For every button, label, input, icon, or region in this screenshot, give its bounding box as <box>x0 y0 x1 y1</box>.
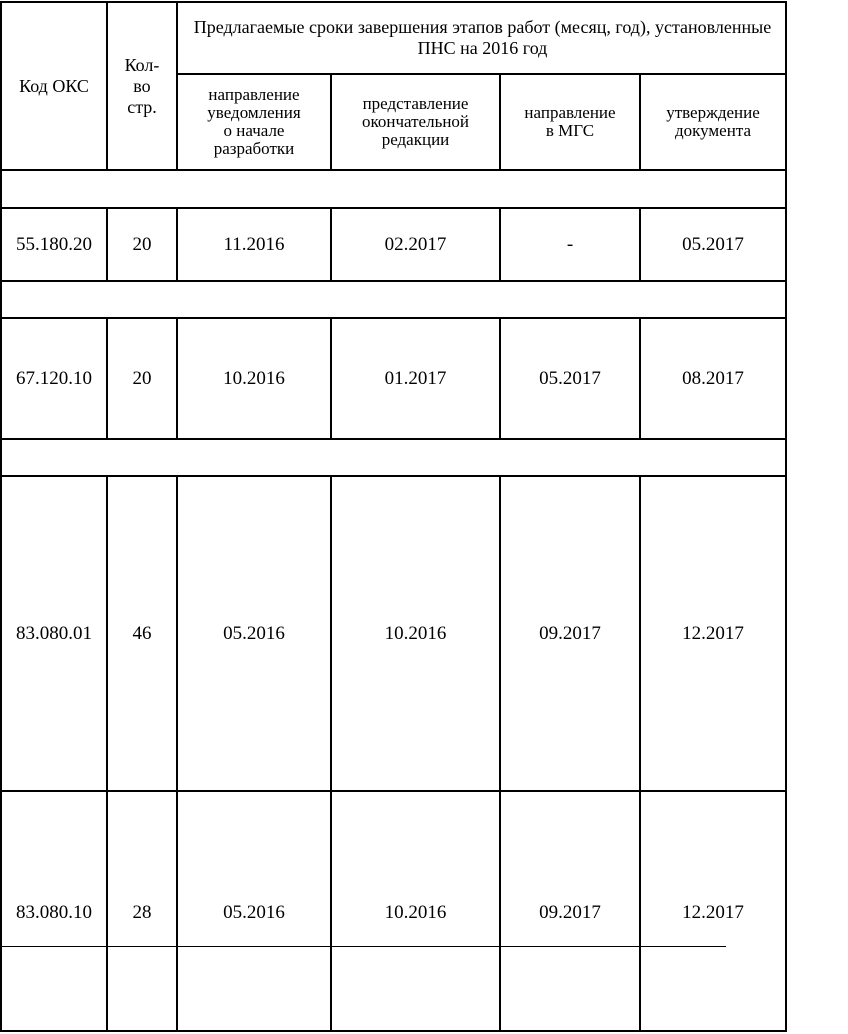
separator-line <box>0 280 787 282</box>
cell-final-date: 10.2016 <box>384 623 447 644</box>
header-stage-approval: утверждение документа <box>666 103 760 140</box>
cell-mgs-date: 09.2017 <box>539 901 601 923</box>
header-pages-label: Кол- во стр. <box>124 54 160 117</box>
header-stage-mgs: направление в МГС <box>524 103 616 140</box>
cell-mgs-date: 09.2017 <box>539 623 601 644</box>
cell-approval-date: 08.2017 <box>682 368 744 389</box>
cell-final-date: 02.2017 <box>384 234 447 255</box>
cell-notice-date: 10.2016 <box>223 368 285 389</box>
cell-mgs-date: - <box>566 234 574 255</box>
cell-approval-date: 12.2017 <box>682 901 744 923</box>
header-code-label: Код ОКС <box>19 75 89 96</box>
cell-notice-date: 05.2016 <box>223 901 285 923</box>
cell-notice-date: 11.2016 <box>223 234 285 255</box>
cell-code: 67.120.10 <box>16 368 92 389</box>
cell-pages: 20 <box>132 368 152 389</box>
cell-pages: 46 <box>132 623 152 644</box>
cell-pages: 20 <box>132 234 152 255</box>
cell-final-date: 01.2017 <box>384 368 447 389</box>
cell-notice-date: 05.2016 <box>223 623 285 644</box>
cell-code: 83.080.10 <box>16 901 92 923</box>
header-stage-final: представление окончательной редакции <box>361 94 470 149</box>
cell-mgs-date: 05.2017 <box>539 368 601 389</box>
cell-pages: 28 <box>132 901 152 923</box>
header-stage-notice: направление уведомления о начале разработки <box>207 85 301 158</box>
cell-code: 55.180.20 <box>16 234 92 255</box>
cell-approval-date: 12.2017 <box>682 623 744 644</box>
table-border-right <box>785 1 787 1032</box>
cell-final-date: 10.2016 <box>384 901 447 923</box>
header-bottom-line <box>0 169 787 171</box>
header-group-label: Предлагаемые сроки завершения этапов работ (месяц, год), установленные ПНС на 2016 год <box>193 17 772 58</box>
separator-line <box>0 438 787 440</box>
cell-approval-date: 05.2017 <box>682 234 744 255</box>
cell-code: 83.080.01 <box>16 623 92 644</box>
